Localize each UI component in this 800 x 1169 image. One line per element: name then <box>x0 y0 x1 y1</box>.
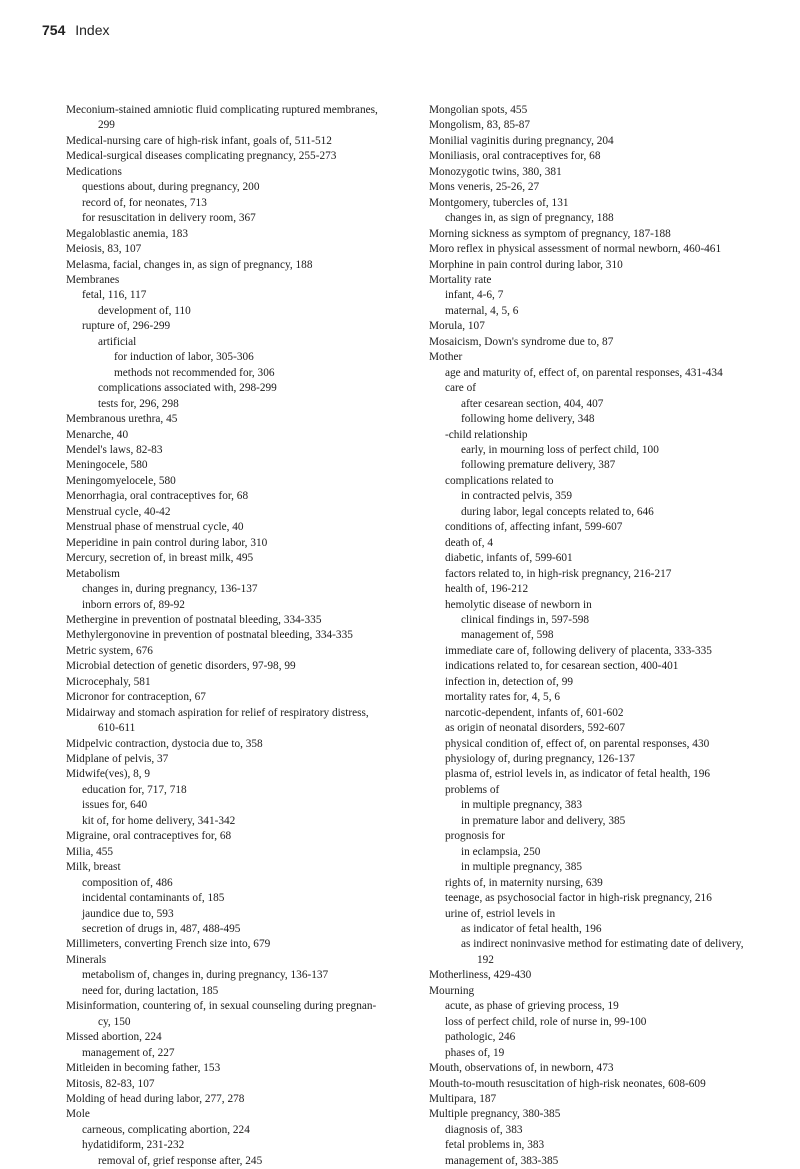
index-entry: Microcephaly, 581 <box>66 675 151 688</box>
index-entry: health of, 196-212 <box>445 583 529 596</box>
index-entry: Meconium-stained amniotic fluid complicating ruptured membranes, <box>66 104 378 116</box>
index-entry: kit of, for home delivery, 341-342 <box>82 814 236 827</box>
index-entry: in multiple pregnancy, 383 <box>461 799 582 812</box>
index-entry: Membranous urethra, 45 <box>66 413 178 426</box>
index-entry: as indicator of fetal health, 196 <box>461 923 602 936</box>
index-entry: diagnosis of, 383 <box>445 1123 523 1136</box>
index-entry: management of, 383-385 <box>445 1154 559 1167</box>
index-entry: Medical-nursing care of high-risk infant, goals of, 511-512 <box>66 134 332 147</box>
index-entry: Mother <box>429 351 463 364</box>
index-entry: Medications <box>66 165 122 178</box>
index-entry: maternal, 4, 5, 6 <box>445 304 519 317</box>
index-entry: Meningocele, 580 <box>66 459 148 472</box>
index-entry: as origin of neonatal disorders, 592-607 <box>445 722 626 735</box>
page-number: 754 <box>42 22 66 38</box>
index-entry: secretion of drugs in, 487, 488-495 <box>82 923 241 936</box>
index-entry: Meiosis, 83, 107 <box>66 243 142 256</box>
index-entry: development of, 110 <box>98 304 191 317</box>
index-entry: education for, 717, 718 <box>82 783 187 796</box>
index-entry: hemolytic disease of newborn in <box>445 598 592 611</box>
index-entry: Mortality rate <box>429 273 492 286</box>
index-entry: Millimeters, converting French size into, 679 <box>66 938 271 951</box>
index-entry: Mongolism, 83, 85-87 <box>429 119 531 132</box>
index-entry: Milia, 455 <box>66 845 114 858</box>
index-entry: physical condition of, effect of, on parental responses, 430 <box>445 737 710 750</box>
index-entry: Multiple pregnancy, 380-385 <box>429 1108 561 1121</box>
index-entry: Mitosis, 82-83, 107 <box>66 1077 155 1090</box>
index-entry: Morning sickness as symptom of pregnancy, 187-188 <box>429 227 671 240</box>
index-entry: conditions of, affecting infant, 599-607 <box>445 521 623 534</box>
index-entry: following home delivery, 348 <box>461 413 595 426</box>
index-entry: in eclampsia, 250 <box>461 845 541 858</box>
index-entry: Membranes <box>66 273 120 286</box>
index-entry: narcotic-dependent, infants of, 601-602 <box>445 706 624 719</box>
index-entry: loss of perfect child, role of nurse in, 99-100 <box>445 1015 647 1028</box>
index-entry: urine of, estriol levels in <box>445 907 556 920</box>
index-entry: changes in, as sign of pregnancy, 188 <box>445 212 614 225</box>
index-column-right <box>429 103 799 1169</box>
index-entry: in contracted pelvis, 359 <box>461 490 573 503</box>
index-entry: Mitleiden in becoming father, 153 <box>66 1062 221 1075</box>
index-entry: age and maturity of, effect of, on parental responses, 431-434 <box>445 366 723 379</box>
index-entry: Meningomyelocele, 580 <box>66 474 176 487</box>
index-entry: factors related to, in high-risk pregnancy, 216-217 <box>445 567 672 580</box>
index-entry: Medical-surgical diseases complicating pregnancy, 255-273 <box>66 150 337 163</box>
index-entry: mortality rates for, 4, 5, 6 <box>445 691 560 704</box>
index-column-left <box>66 103 411 1169</box>
index-entry: Meperidine in pain control during labor, 310 <box>66 536 268 549</box>
index-entry: complications associated with, 298-299 <box>98 382 277 395</box>
index-entry: jaundice due to, 593 <box>82 907 174 920</box>
index-entry: Motherliness, 429-430 <box>429 969 532 982</box>
index-entry: following premature delivery, 387 <box>461 459 616 472</box>
index-entry: incidental contaminants of, 185 <box>82 892 225 905</box>
index-entry: Methergine in prevention of postnatal bleeding, 334-335 <box>66 613 322 626</box>
index-entry: diabetic, infants of, 599-601 <box>445 552 573 565</box>
index-entry: fetal, 116, 117 <box>82 289 147 302</box>
index-entry: fetal problems in, 383 <box>445 1139 545 1152</box>
index-entry: after cesarean section, 404, 407 <box>461 397 604 410</box>
index-entry: record of, for neonates, 713 <box>82 196 207 209</box>
index-entry: Metabolism <box>66 567 120 580</box>
index-entry: Missed abortion, 224 <box>66 1031 162 1044</box>
index-entry: Micronor for contraception, 67 <box>66 691 206 704</box>
index-entry: management of, 598 <box>461 629 554 642</box>
index-entry: Mouth-to-mouth resuscitation of high-risk neonates, 608-609 <box>429 1077 706 1090</box>
index-entry: Mosaicism, Down's syndrome due to, 87 <box>429 335 614 348</box>
index-entry: changes in, during pregnancy, 136-137 <box>82 583 258 596</box>
index-entry: 610-611 <box>98 722 136 735</box>
index-entry: clinical findings in, 597-598 <box>461 613 590 626</box>
index-entry: for induction of labor, 305-306 <box>114 351 254 364</box>
index-entry: Molding of head during labor, 277, 278 <box>66 1093 245 1105</box>
page-header <box>42 22 110 38</box>
index-entry: Mongolian spots, 455 <box>429 104 528 116</box>
index-entry: Mendel's laws, 82-83 <box>66 443 163 456</box>
index-entry: Mouth, observations of, in newborn, 473 <box>429 1062 614 1075</box>
index-entry: Misinformation, countering of, in sexual counseling during pregnan- <box>66 1000 377 1013</box>
index-entry: Migraine, oral contraceptives for, 68 <box>66 830 232 843</box>
index-entry: Midairway and stomach aspiration for relief of respiratory distress, <box>66 706 369 719</box>
index-entry: rights of, in maternity nursing, 639 <box>445 876 603 889</box>
index-entry: metabolism of, changes in, during pregnancy, 136-137 <box>82 969 329 982</box>
index-entry: Menstrual cycle, 40-42 <box>66 505 171 518</box>
index-entry: artificial <box>98 335 137 348</box>
index-entry: indications related to, for cesarean section, 400-401 <box>445 660 679 673</box>
index-entry: Morula, 107 <box>429 320 485 333</box>
index-entry: Midplane of pelvis, 37 <box>66 753 169 766</box>
section-title: Index <box>75 22 110 38</box>
index-entry: management of, 227 <box>82 1046 175 1059</box>
index-entry: Minerals <box>66 953 107 966</box>
index-entry: during labor, legal concepts related to, 646 <box>461 505 654 518</box>
index-entry: tests for, 296, 298 <box>98 397 179 410</box>
index-entry: infection in, detection of, 99 <box>445 675 573 688</box>
index-entry: Menarche, 40 <box>66 428 129 441</box>
index-entry: Mercury, secretion of, in breast milk, 495 <box>66 552 254 565</box>
index-entry: Monilial vaginitis during pregnancy, 204 <box>429 134 614 147</box>
index-entry: for resuscitation in delivery room, 367 <box>82 212 256 225</box>
index-entry: complications related to <box>445 474 554 487</box>
index-entry: rupture of, 296-299 <box>82 320 171 333</box>
index-entry: immediate care of, following delivery of placenta, 333-335 <box>445 644 712 657</box>
index-entry: physiology of, during pregnancy, 126-137 <box>445 753 636 766</box>
index-entry: Midpelvic contraction, dystocia due to, 358 <box>66 737 263 750</box>
index-entry: Metric system, 676 <box>66 644 153 657</box>
index-entry: 299 <box>98 119 115 132</box>
index-entry: prognosis for <box>445 830 505 843</box>
index-entry: hydatidiform, 231-232 <box>82 1139 185 1152</box>
index-entry: questions about, during pregnancy, 200 <box>82 181 260 194</box>
index-entry: care of <box>445 382 477 395</box>
index-entry: Montgomery, tubercles of, 131 <box>429 196 569 209</box>
index-entry: carneous, complicating abortion, 224 <box>82 1123 250 1136</box>
index-entry: removal of, grief response after, 245 <box>98 1154 263 1167</box>
index-entry: plasma of, estriol levels in, as indicator of fetal health, 196 <box>445 768 711 781</box>
index-entry: Multipara, 187 <box>429 1093 497 1105</box>
index-entry: inborn errors of, 89-92 <box>82 598 185 611</box>
index-entry: Megaloblastic anemia, 183 <box>66 227 189 240</box>
index-entry: infant, 4-6, 7 <box>445 289 504 302</box>
index-entry: Milk, breast <box>66 861 121 874</box>
index-entry: Methylergonovine in prevention of postnatal bleeding, 334-335 <box>66 629 353 642</box>
index-entry: issues for, 640 <box>82 799 148 812</box>
index-entry: 192 <box>477 953 494 966</box>
index-entry: phases of, 19 <box>445 1046 505 1059</box>
index-entry: Midwife(ves), 8, 9 <box>66 768 151 781</box>
index-entry: -child relationship <box>445 428 528 441</box>
index-entry: teenage, as psychosocial factor in high-risk pregnancy, 216 <box>445 892 712 905</box>
index-entry: Menorrhagia, oral contraceptives for, 68 <box>66 490 249 503</box>
index-entry: Microbial detection of genetic disorders, 97-98, 99 <box>66 660 296 673</box>
index-entry: Menstrual phase of menstrual cycle, 40 <box>66 521 244 534</box>
index-entry: Melasma, facial, changes in, as sign of pregnancy, 188 <box>66 258 313 271</box>
index-entry: need for, during lactation, 185 <box>82 984 219 997</box>
index-entry: Mourning <box>429 984 475 997</box>
index-entry: in premature labor and delivery, 385 <box>461 814 626 827</box>
index-entry: acute, as phase of grieving process, 19 <box>445 1000 619 1013</box>
index-entry: composition of, 486 <box>82 876 173 889</box>
index-entry: Moro reflex in physical assessment of normal newborn, 460-461 <box>429 243 722 256</box>
index-entry: Moniliasis, oral contraceptives for, 68 <box>429 150 601 163</box>
index-entry: problems of <box>445 783 500 796</box>
index-entry: Monozygotic twins, 380, 381 <box>429 165 562 178</box>
index-entry: cy, 150 <box>98 1015 131 1028</box>
index-entry: Morphine in pain control during labor, 310 <box>429 258 623 271</box>
index-entry: early, in mourning loss of perfect child, 100 <box>461 443 659 456</box>
index-entry: as indirect noninvasive method for estimating date of delivery, <box>461 938 744 951</box>
index-entry: Mons veneris, 25-26, 27 <box>429 181 540 194</box>
index-entry: methods not recommended for, 306 <box>114 366 275 379</box>
index-entry: in multiple pregnancy, 385 <box>461 861 582 874</box>
index-entry: pathologic, 246 <box>445 1031 516 1044</box>
index-entry: death of, 4 <box>445 536 493 549</box>
index-entry: Mole <box>66 1108 90 1121</box>
